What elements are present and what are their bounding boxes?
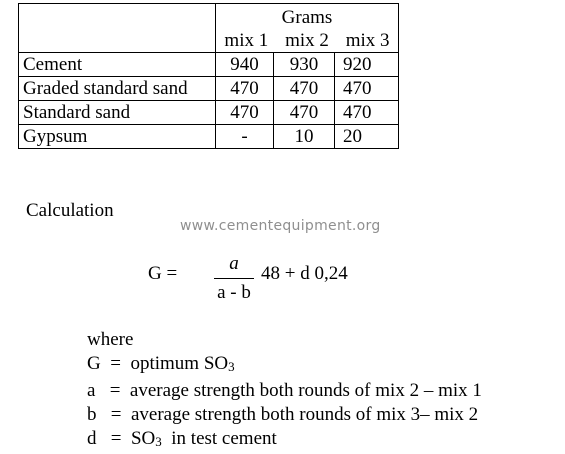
row-label: Cement: [19, 53, 216, 77]
cell-value: -: [216, 125, 274, 149]
definition-symbol: b: [87, 404, 97, 425]
column-header-mix-1: mix 1: [224, 30, 269, 51]
definition-subscript: 3: [155, 434, 162, 449]
definition-text: average strength both rounds of mix 2 – mix 1: [129, 380, 482, 401]
cell-value: 470: [335, 77, 399, 101]
table-row: [19, 53, 399, 77]
table-header-row: [19, 4, 399, 53]
definition-symbol: a: [87, 380, 96, 401]
column-header-mix-2: mix 2: [285, 30, 329, 51]
definition-line: [87, 379, 482, 403]
calculation-heading: Calculation: [26, 200, 114, 221]
table-row: [19, 125, 399, 149]
cell-value: 470: [335, 101, 399, 125]
definition-symbol: d: [87, 428, 97, 449]
table-row: [19, 77, 399, 101]
cell-value: 920: [335, 53, 399, 77]
definition-text-after: in test cement: [161, 428, 277, 449]
definition-line: [87, 403, 482, 427]
mix-table: [18, 3, 399, 149]
definition-text: optimum SO: [130, 353, 229, 374]
cell-value: 470: [274, 101, 335, 125]
definition-equals: =: [109, 380, 121, 401]
definition-line: [87, 427, 482, 454]
cell-value: 940: [216, 53, 274, 77]
cell-value: 20: [335, 125, 399, 149]
formula-rest: 48 + d 0,24: [261, 263, 348, 284]
row-label: Gypsum: [19, 125, 216, 149]
row-label: Graded standard sand: [19, 77, 216, 101]
where-heading: where: [87, 329, 134, 350]
definition-line: [87, 352, 482, 379]
row-label: Standard sand: [19, 101, 216, 125]
fraction-bar: [214, 278, 254, 279]
definition-subscript: 3: [228, 359, 235, 374]
definition-equals: =: [110, 353, 121, 374]
table-row: [19, 101, 399, 125]
mix-column-headers: [216, 29, 398, 52]
definition-equals: =: [110, 404, 122, 425]
fraction-denominator: a - b: [217, 282, 251, 303]
fraction-numerator: a: [229, 253, 239, 274]
cell-value: 10: [274, 125, 335, 149]
definition-equals: =: [110, 428, 122, 449]
cell-value: 930: [274, 53, 335, 77]
cell-value: 470: [274, 77, 335, 101]
definition-text: SO: [130, 428, 156, 449]
where-block: [87, 328, 482, 454]
cell-value: 470: [216, 101, 274, 125]
formula-fraction: [214, 252, 254, 305]
grams-header: Grams: [281, 7, 333, 28]
watermark: www.cementequipment.org: [180, 218, 381, 234]
definition-symbol: G: [87, 353, 101, 374]
cell-value: 470: [216, 77, 274, 101]
definition-text: average strength both rounds of mix 3– mix 2: [130, 404, 479, 425]
formula-lhs: G =: [148, 263, 178, 284]
header-empty-cell: [19, 4, 216, 53]
grams-header-cell: [216, 4, 399, 53]
column-header-mix-3: mix 3: [345, 30, 390, 51]
